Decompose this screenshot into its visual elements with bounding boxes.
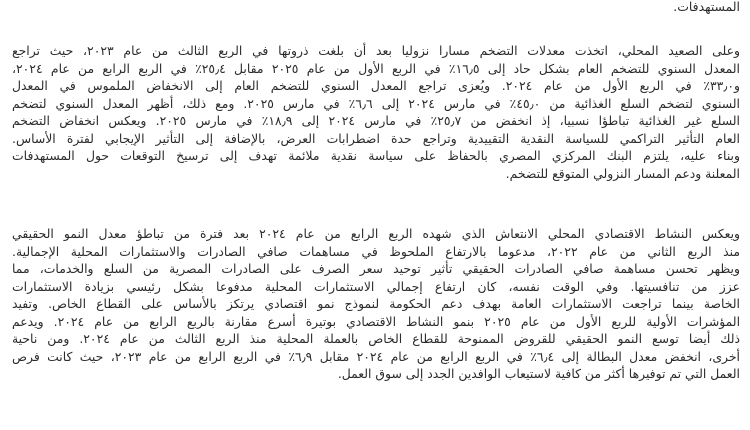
inflation-paragraph — [12, 42, 740, 182]
paragraph-line: وعلى الصعيد المحلي، اتخذت معدلات التضخم مسارا نزوليا بعد أن بلغت ذروتها في الربع الثالث من عام ٢٠٢٣، حيث تراجع — [12, 43, 740, 58]
paragraph-line: المعدل السنوي للتضخم العام بشكل حاد إلى ١٦٫٥٪ في الربع الأول من عام ٢٠٢٥ مقابل ٢٥٫٤٪ في الربع الرابع من عام ٢٠٢٤، — [12, 60, 740, 76]
economic-activity-paragraph — [12, 225, 740, 383]
paragraph-line: الخاصة بينما تراجعت الاستثمارات العامة بهدف دعم الحكومة لنموذج نمو اقتصادي يرتكز بالأساس على القطاع الخاص. وتفيد — [12, 296, 740, 311]
paragraph-line: و٣٣٫٠٪ في الربع الأول من عام ٢٠٢٤. ويُعزى تراجع المعدل السنوي للتضخم العام إلى الانخفاض الملموس في المعدل — [12, 78, 740, 93]
paragraph-line: ذلك أيضا توسع النمو الحقيقي للقروض الممنوحة للقطاع الخاص بالعملة المحلية منذ الربع الثالث من عام ٢٠٢٤. ومن ناحية — [12, 331, 740, 346]
paragraph-line: السنوي لتضخم السلع الغذائية من ٤٥٫٠٪ في مارس ٢٠٢٤ إلى ٦٫٦٪ في مارس ٢٠٢٥. ومع ذلك، أظهر المعدل السنوي لتضخم — [12, 95, 740, 111]
paragraph-line: أخرى، انخفض معدل البطالة إلى ٦٫٤٪ في الربع الرابع من عام ٢٠٢٤ مقابل ٦٫٩٪ في الربع الرابع من عام ٢٠٢٣، حيث كانت فرص — [12, 348, 740, 364]
paragraph-line: عزز من تنافسيتها. وفي الوقت نفسه، كان ارتفاع إجمالي الاستثمارات المحلية مدفوعا بشكل رئيسي بزيادة الاستثمارات — [12, 278, 740, 294]
paragraph-line: وبناء عليه، يلتزم البنك المركزي المصري بالحفاظ على سياسة نقدية ملائمة تهدف إلى ترسيخ التوقعات حول المستهدفات — [12, 148, 740, 163]
paragraph-line: منذ الربع الثاني من عام ٢٠٢٢، مدعوما بالارتفاع الملحوظ في مساهمات صافي الصادرات والاستثمارات المحلية الإجمالية. — [12, 243, 740, 259]
paragraph-line: المستهدفات. — [673, 0, 740, 14]
previous-paragraph-fragment — [12, 0, 740, 16]
paragraph-line: ويعكس النشاط الاقتصادي المحلي الانتعاش الذي شهده الربع الرابع من عام ٢٠٢٤ بعد فترة من تباطؤ معدل النمو الحقيقي — [12, 226, 740, 241]
paragraph-line: المؤشرات الأولية للربع الأول من عام ٢٠٢٥ بنمو النشاط الاقتصادي بوتيرة أسرع مقارنة بالربع الرابع من عام ٢٠٢٤. ويدعم — [12, 313, 740, 329]
paragraph-line: السلع غير الغذائية تباطؤا نسبيا، إذ انخفض من ٢٥٫٧٪ في مارس ٢٠٢٤ إلى ١٨٫٩٪ في مارس ٢٠٢٥. ويعكس انخفاض التضخم — [12, 113, 740, 128]
paragraph-line: المعلنة ودعم المسار النزولي المتوقع للتضخم. — [505, 165, 740, 181]
paragraph-line: العمل التي تم توفيرها أكثر من كافية لاستيعاب الوافدين الجدد إلى سوق العمل. — [337, 366, 740, 381]
paragraph-line: العام التأثير التراكمي للسياسة النقدية التقييدية وتراجع حدة اضطرابات العرض، بالإضافة إلى التأثير الإيجابي لفترة الأساس. — [12, 130, 740, 146]
paragraph-line: ويظهر تحسن مساهمة صافي الصادرات الحقيقي تأثير توحيد سعر الصرف على الصادرات المصرية من السلع والخدمات، مما — [12, 261, 740, 276]
